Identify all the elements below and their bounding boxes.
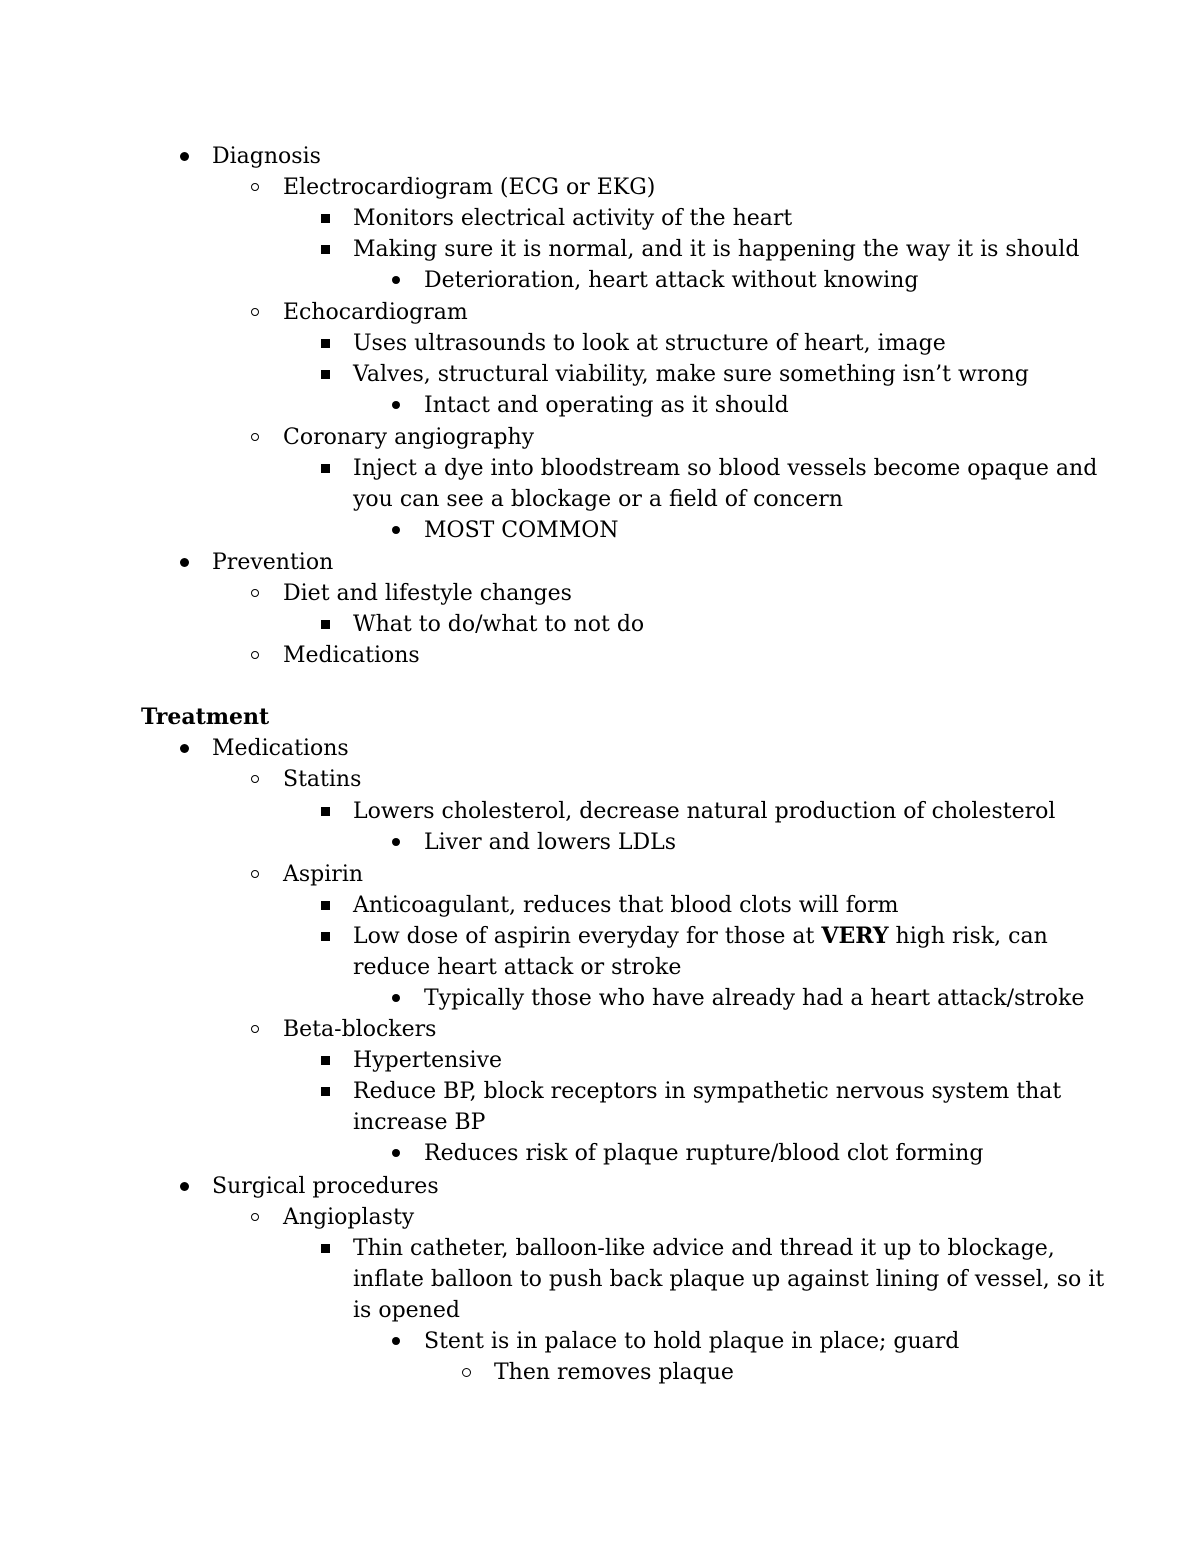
item-text: Statins	[283, 767, 362, 792]
heading-text: Treatment	[141, 704, 270, 730]
bullet-square-icon	[321, 620, 330, 629]
list-item	[0, 1326, 1200, 1357]
item-text: Deterioration, heart attack without knowing	[424, 268, 919, 293]
list-item	[0, 1357, 1200, 1388]
list-item-angioplasty	[0, 1202, 1200, 1233]
list-item-coronary	[0, 422, 1200, 453]
list-item-diagnosis	[0, 141, 1200, 172]
item-text: you can see a blockage or a field of concern	[353, 487, 843, 512]
bullet-square-icon	[321, 245, 330, 254]
bullet-square-icon	[321, 214, 330, 223]
item-text: increase BP	[353, 1110, 486, 1135]
item-text	[353, 921, 1048, 952]
list-item-continuation	[0, 1107, 1200, 1138]
bullet-square-icon	[321, 1244, 330, 1253]
bullet-disc-icon	[392, 838, 400, 846]
list-item-aspirin	[0, 859, 1200, 890]
list-item-prevention	[0, 547, 1200, 578]
list-item	[0, 1076, 1200, 1107]
bullet-circle-icon	[251, 1213, 259, 1221]
bullet-circle-icon	[251, 775, 259, 783]
list-item	[0, 1233, 1200, 1264]
item-text: What to do/what to not do	[353, 612, 645, 637]
bullet-circle-icon	[251, 1025, 259, 1033]
list-item	[0, 515, 1200, 546]
bullet-circle-icon	[462, 1368, 471, 1377]
list-item-statins	[0, 764, 1200, 795]
section-heading-treatment	[0, 702, 1200, 733]
item-text: Electrocardiogram (ECG or EKG)	[283, 175, 656, 200]
list-item	[0, 390, 1200, 421]
item-text: Diagnosis	[212, 144, 321, 169]
bullet-square-icon	[321, 339, 330, 348]
item-text: Medications	[283, 643, 420, 668]
item-text: Monitors electrical activity of the heart	[353, 206, 793, 231]
bullet-disc-icon	[392, 526, 400, 534]
item-text: Typically those who have already had a heart attack/stroke	[424, 986, 1085, 1011]
bullet-square-icon	[321, 932, 330, 941]
bullet-disc-icon	[392, 994, 400, 1002]
item-text: Making sure it is normal, and it is happening the way it is should	[353, 237, 1080, 262]
item-text: Prevention	[212, 550, 334, 575]
text-run: Low dose of aspirin everyday for those at	[353, 924, 822, 949]
item-text: Inject a dye into bloodstream so blood vessels become opaque and	[353, 456, 1098, 481]
list-item	[0, 328, 1200, 359]
item-text: Lowers cholesterol, decrease natural production of cholesterol	[353, 799, 1056, 824]
list-item	[0, 827, 1200, 858]
list-item-continuation	[0, 1264, 1200, 1295]
item-text: Coronary angiography	[283, 425, 535, 450]
list-item	[0, 203, 1200, 234]
bullet-disc-icon	[392, 276, 400, 284]
list-item	[0, 983, 1200, 1014]
item-text: Medications	[212, 736, 349, 761]
bullet-disc-icon	[180, 558, 189, 567]
list-item	[0, 640, 1200, 671]
item-text: inflate balloon to push back plaque up against lining of vessel, so it	[353, 1267, 1105, 1292]
item-text: Anticoagulant, reduces that blood clots will form	[353, 893, 899, 918]
bullet-circle-icon	[251, 589, 259, 597]
item-text: Intact and operating as it should	[424, 393, 789, 418]
list-item	[0, 265, 1200, 296]
bullet-square-icon	[321, 901, 330, 910]
item-text: Reduce BP, block receptors in sympathetic nervous system that	[353, 1079, 1062, 1104]
bullet-square-icon	[321, 1056, 330, 1065]
item-text: Uses ultrasounds to look at structure of heart, image	[353, 331, 946, 356]
bullet-disc-icon	[392, 401, 400, 409]
list-item-surgical	[0, 1171, 1200, 1202]
list-item	[0, 1045, 1200, 1076]
list-item-echo	[0, 297, 1200, 328]
bullet-disc-icon	[180, 1182, 189, 1191]
item-text: reduce heart attack or stroke	[353, 955, 682, 980]
list-item	[0, 453, 1200, 484]
list-item-ecg	[0, 172, 1200, 203]
bullet-circle-icon	[251, 651, 259, 659]
bullet-square-icon	[321, 370, 330, 379]
item-text: Reduces risk of plaque rupture/blood clot forming	[424, 1141, 984, 1166]
list-item	[0, 921, 1200, 952]
bullet-square-icon	[321, 807, 330, 816]
list-item-continuation	[0, 484, 1200, 515]
item-text: Echocardiogram	[283, 300, 468, 325]
item-text: Hypertensive	[353, 1048, 503, 1073]
item-text: Stent is in palace to hold plaque in place; guard	[424, 1329, 960, 1354]
item-text: Valves, structural viability, make sure something isn’t wrong	[353, 362, 1029, 387]
item-text: Aspirin	[283, 862, 364, 887]
list-item	[0, 796, 1200, 827]
list-item	[0, 578, 1200, 609]
list-item-continuation	[0, 952, 1200, 983]
bullet-circle-icon	[251, 870, 259, 878]
bullet-circle-icon	[251, 308, 259, 316]
list-item	[0, 1138, 1200, 1169]
bullet-disc-icon	[180, 152, 189, 161]
bullet-disc-icon	[392, 1149, 400, 1157]
list-item-continuation	[0, 1295, 1200, 1326]
emphasis-very: VERY	[821, 923, 889, 949]
item-text: is opened	[353, 1298, 460, 1323]
list-item	[0, 609, 1200, 640]
item-text: Surgical procedures	[212, 1174, 439, 1199]
item-text: Liver and lowers LDLs	[424, 830, 677, 855]
bullet-square-icon	[321, 464, 330, 473]
bullet-disc-icon	[392, 1337, 400, 1345]
bullet-square-icon	[321, 1087, 330, 1096]
bullet-disc-icon	[180, 744, 189, 753]
bullet-circle-icon	[251, 183, 259, 191]
text-run: high risk, can	[888, 924, 1048, 949]
bullet-circle-icon	[251, 433, 259, 441]
list-item	[0, 234, 1200, 265]
list-item	[0, 890, 1200, 921]
item-text: Angioplasty	[283, 1205, 415, 1230]
item-text: Beta-blockers	[283, 1017, 437, 1042]
list-item-beta-blockers	[0, 1014, 1200, 1045]
item-text: Thin catheter, balloon-like advice and thread it up to blockage,	[353, 1236, 1055, 1261]
item-text: Then removes plaque	[494, 1360, 734, 1385]
item-text: Diet and lifestyle changes	[283, 581, 572, 606]
list-item	[0, 359, 1200, 390]
item-text: MOST COMMON	[424, 518, 619, 543]
list-item-medications	[0, 733, 1200, 764]
